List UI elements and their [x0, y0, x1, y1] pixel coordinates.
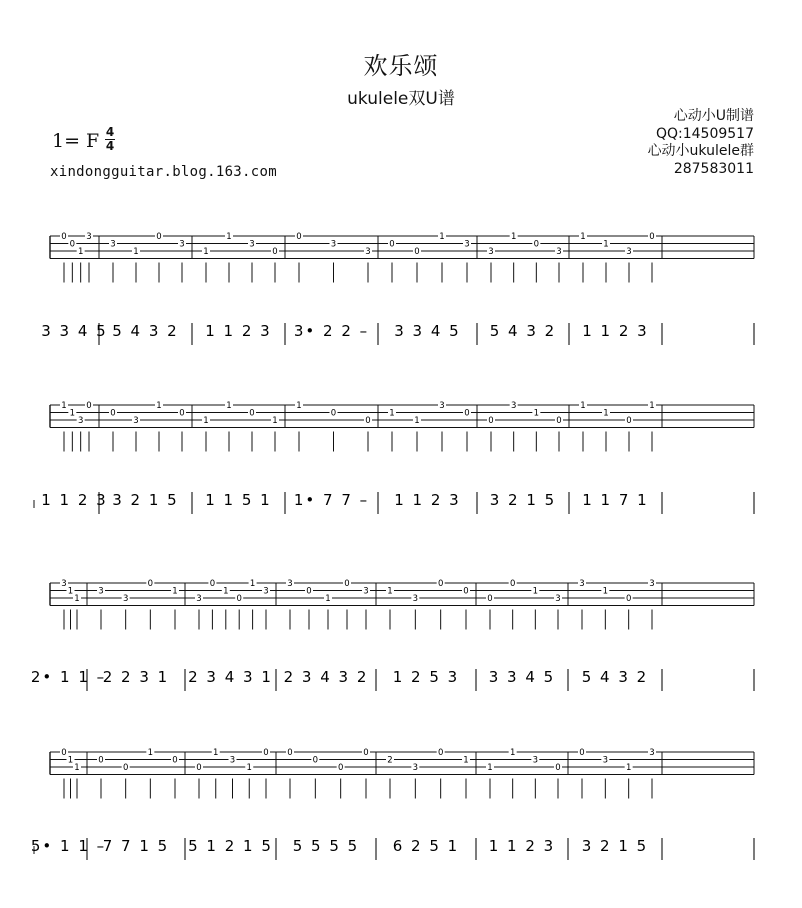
jianpu-measure: 1 1 2 3	[394, 491, 461, 509]
jianpu-measure: 1 1 7 1	[582, 491, 649, 509]
jianpu-measure: 3 3 4 5	[41, 322, 108, 340]
fret-number: 3	[110, 239, 116, 250]
fret-number: 3	[649, 579, 655, 589]
fret-number: 1	[463, 755, 469, 766]
fret-number: 1	[74, 594, 80, 604]
fret-number: 3	[464, 239, 470, 250]
fret-number: 1	[510, 232, 517, 242]
fret-number: 3	[439, 401, 445, 411]
fret-number: 1	[249, 579, 256, 589]
fret-number: 1	[532, 586, 539, 597]
fret-number: 1	[296, 401, 302, 411]
fret-number: 3	[602, 755, 609, 766]
fret-number: 2	[387, 755, 393, 766]
jianpu-measure: 5 5 5 5	[292, 837, 360, 855]
fret-number: 1	[172, 586, 178, 597]
fret-number: 1	[389, 408, 395, 419]
jianpu-measure: 1 1 2 3	[488, 837, 556, 855]
fret-number: 0	[296, 232, 302, 242]
jianpu-measure: 5 4 3 2	[581, 668, 649, 686]
fret-number: 1	[414, 416, 420, 426]
fret-number: 3	[196, 594, 202, 604]
fret-number: 0	[263, 748, 269, 758]
fret-number: 0	[437, 748, 444, 758]
fret-number: 0	[172, 755, 178, 766]
fret-number: 0	[196, 763, 202, 773]
jianpu-measure: 2 3 4 3 1	[188, 668, 273, 686]
fret-number: 0	[209, 579, 216, 589]
key-signature: 1= F	[52, 130, 100, 152]
fret-number: 1	[203, 247, 209, 257]
fret-number: 3	[649, 748, 655, 758]
fret-number: 0	[337, 763, 344, 773]
fret-number: 0	[306, 586, 312, 597]
credit-group-name: 心动小ukulele群	[647, 143, 754, 159]
fret-number: 0	[625, 594, 632, 604]
fret-number: 3	[510, 401, 517, 411]
time-signature-top: 4	[105, 125, 115, 139]
fret-number: 1	[272, 416, 278, 426]
fret-number: 1	[77, 247, 84, 257]
jianpu-measure: 3 3 4 5	[394, 322, 461, 340]
fret-number: 3	[556, 247, 562, 257]
fret-number: 1	[603, 239, 609, 250]
fret-number: 0	[110, 408, 116, 419]
fret-number: 3	[488, 247, 494, 257]
fret-number: 0	[61, 748, 67, 758]
fret-number: 3	[412, 594, 419, 604]
fret-number: 3	[555, 594, 561, 604]
blog-url: xindongguitar.blog.163.com	[50, 164, 277, 180]
fret-number: 0	[363, 748, 369, 758]
fret-number: 3	[77, 416, 84, 426]
fret-number: 3	[330, 239, 337, 250]
fret-number: 0	[69, 239, 76, 250]
song-title: 欢乐颂	[363, 52, 439, 80]
fret-number: 3	[61, 579, 67, 589]
jianpu-measure: 7 7 1 5	[102, 837, 170, 855]
fret-number: 3	[98, 586, 104, 597]
jianpu-measure: 3 2 1 5	[581, 837, 649, 855]
fret-number: 1	[226, 401, 232, 411]
jianpu-measure: 2• 1 1 –	[30, 668, 107, 686]
credit-qq: QQ:14509517	[655, 125, 754, 142]
fret-number: 3	[365, 247, 371, 257]
jianpu-measure: 1 2 5 3	[392, 668, 460, 686]
fret-number: 3	[412, 763, 419, 773]
jianpu-measure: 5• 1 1 –	[30, 837, 107, 855]
fret-number: 1	[74, 763, 80, 773]
fret-number: 0	[437, 579, 444, 589]
fret-number: 3	[263, 586, 269, 597]
fret-number: 0	[487, 594, 493, 604]
fret-number: 1	[147, 748, 154, 758]
fret-number: 0	[464, 408, 470, 419]
jianpu-measure: 3• 2 2 –	[293, 322, 370, 340]
fret-number: 1	[533, 408, 540, 419]
jianpu-measure: 5 1 2 1 5	[188, 837, 273, 855]
fret-number: 1	[203, 416, 209, 426]
fret-number: 1	[487, 763, 493, 773]
fret-number: 3	[626, 247, 632, 257]
fret-number: 0	[488, 416, 494, 426]
fret-number: 0	[272, 247, 278, 257]
fret-number: 0	[414, 247, 420, 257]
fret-number: 1	[223, 586, 229, 597]
fret-number: 1	[246, 763, 252, 773]
fret-number: 0	[122, 763, 129, 773]
fret-number: 3	[179, 239, 185, 250]
jianpu-measure: 1• 7 7 –	[293, 491, 370, 509]
fret-number: 3	[532, 755, 539, 766]
fret-number: 0	[555, 763, 561, 773]
fret-number: 0	[344, 579, 350, 589]
fret-number: 0	[147, 579, 154, 589]
jianpu-measure: 1 1 5 1	[205, 491, 272, 509]
fret-number: 0	[389, 239, 395, 250]
fret-number: 0	[179, 408, 185, 419]
fret-number: 1	[580, 401, 586, 411]
jianpu-measure: 3 2 1 5	[489, 491, 557, 509]
song-subtitle: ukulele双U谱	[347, 89, 455, 109]
fret-number: 1	[325, 594, 331, 604]
credit-group-number: 287583011	[673, 160, 754, 177]
fret-number: 0	[330, 408, 337, 419]
fret-number: 1	[603, 408, 609, 419]
jianpu-measure: 3 3 4 5	[488, 668, 556, 686]
fret-number: 1	[69, 408, 76, 419]
fret-number: 0	[556, 416, 562, 426]
fret-number: 1	[602, 586, 609, 597]
fret-number: 1	[156, 401, 162, 411]
fret-number: 0	[61, 232, 67, 242]
fret-number: 0	[156, 232, 162, 242]
fret-number: 0	[98, 755, 104, 766]
fret-number: 3	[133, 416, 139, 426]
fret-number: 1	[439, 232, 445, 242]
fret-number: 1	[509, 748, 516, 758]
fret-number: 0	[533, 239, 540, 250]
fret-number: 1	[580, 232, 586, 242]
fret-number: 1	[387, 586, 393, 597]
fret-number: 3	[287, 579, 293, 589]
jianpu-measure: 1 1 2 3	[582, 322, 649, 340]
jianpu-measure: 6 2 5 1	[392, 837, 460, 855]
jianpu-measure: 3 2 1 5	[112, 491, 179, 509]
time-signature-bottom: 4	[105, 139, 115, 153]
fret-number: 3	[249, 239, 255, 250]
fret-number: 0	[287, 748, 293, 758]
fret-number: 1	[213, 748, 219, 758]
fret-number: 1	[625, 763, 632, 773]
fret-number: 3	[363, 586, 369, 597]
fret-number: 3	[579, 579, 585, 589]
jianpu-measure: 2 2 3 1	[102, 668, 170, 686]
fret-number: 1	[133, 247, 139, 257]
fret-number: 3	[122, 594, 129, 604]
jianpu-measure: 1 1 2 3	[205, 322, 272, 340]
fret-number: 0	[463, 586, 469, 597]
fret-number: 1	[226, 232, 232, 242]
fret-number: 1	[67, 586, 74, 597]
jianpu-measure: 5 4 3 2	[489, 322, 557, 340]
jianpu-measure: 5 4 3 2	[112, 322, 179, 340]
jianpu-measure: 2 3 4 3 2	[283, 668, 369, 686]
fret-number: 0	[249, 408, 255, 419]
fret-number: 3	[229, 755, 236, 766]
fret-number: 0	[579, 748, 585, 758]
fret-number: 1	[649, 401, 655, 411]
fret-number: 0	[365, 416, 371, 426]
jianpu-measure: 1 1 2 3	[41, 491, 108, 509]
fret-number: 1	[67, 755, 74, 766]
fret-number: 0	[236, 594, 242, 604]
fret-number: 0	[509, 579, 516, 589]
fret-number: 1	[61, 401, 67, 411]
credit-author: 心动小U制谱	[673, 108, 754, 124]
fret-number: 0	[86, 401, 92, 411]
fret-number: 0	[626, 416, 632, 426]
fret-number: 0	[649, 232, 655, 242]
fret-number: 0	[312, 755, 319, 766]
fret-number: 3	[86, 232, 92, 242]
